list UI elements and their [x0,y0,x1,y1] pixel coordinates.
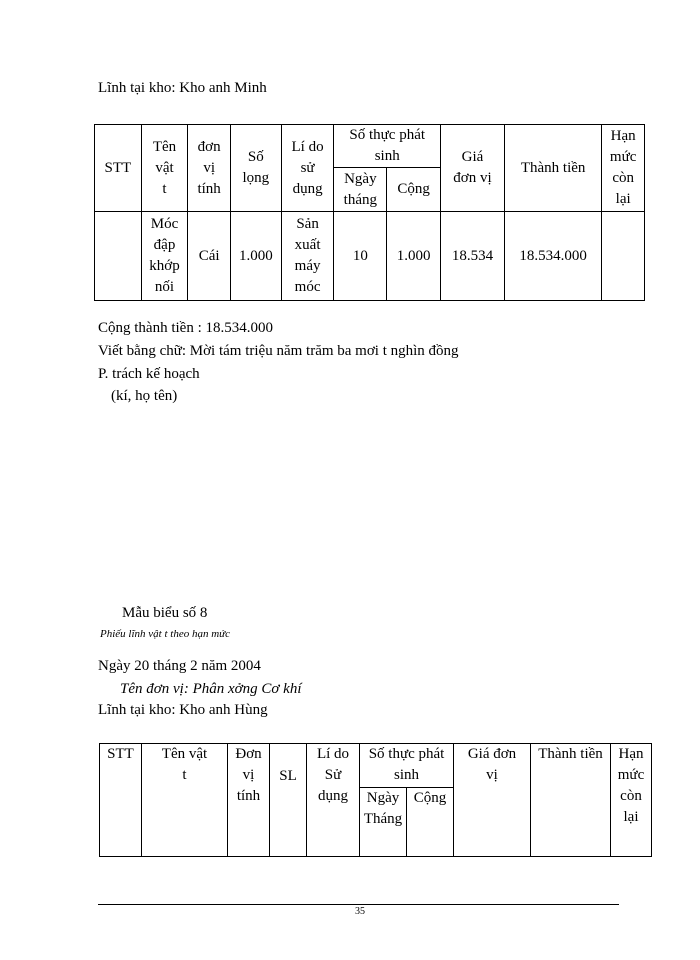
signature-hint: (kí, họ tên) [111,388,178,404]
warehouse-line-2: Lĩnh tại kho: Kho anh Hùng [98,702,268,718]
header-unit: Đơn vị tính [228,744,270,857]
cell-unit-price: 18.534 [441,212,505,301]
header-item-name: Tên vật t [141,125,188,212]
header-stt: STT [100,744,142,857]
cell-remaining-limit [602,212,645,301]
header-actual-occurred: Số thực phát sinh [334,125,441,168]
table-row [95,212,645,301]
header-quantity: Số lọng [230,125,281,212]
material-table-2 [99,743,652,857]
date-line: Ngày 20 tháng 2 năm 2004 [98,658,261,674]
total-amount-line: Cộng thành tiền : 18.534.000 [98,320,273,336]
unit-name-line: Tên đơn vị: Phân xởng Cơ khí [120,681,302,697]
page-number: 35 [355,906,365,917]
header-unit-price: Giá đơn vị [454,744,531,857]
header-unit: đơn vị tính [188,125,231,212]
header-quantity: SL [270,744,307,857]
header-amount: Thành tiền [531,744,611,857]
form-subtitle: Phiếu lĩnh vật t theo hạn mức [100,628,231,640]
header-item-name: Tên vật t [142,744,228,857]
header-reason: Lí do sử dụng [281,125,334,212]
cell-unit: Cái [188,212,231,301]
cell-reason: Sản xuất máy móc [281,212,334,301]
header-remaining-limit: Hạn mức còn lại [611,744,652,857]
warehouse-line-1: Lĩnh tại kho: Kho anh Minh [98,80,267,96]
header-total: Cộng [407,788,454,857]
planning-officer-label: P. trách kế hoạch [98,366,200,382]
cell-date: 10 [334,212,387,301]
material-table-1 [94,124,645,301]
header-stt: STT [95,125,142,212]
cell-stt [95,212,142,301]
amount-in-words-line: Viết bằng chữ: Mời tám triệu năm trăm ba mơi t nghìn đồng [98,343,459,359]
footer-divider [98,904,619,905]
header-unit-price: Giá đơn vị [441,125,505,212]
header-date: Ngày Tháng [360,788,407,857]
header-remaining-limit: Hạn mức còn lại [602,125,645,212]
cell-item-name: Móc đập khớp nối [141,212,188,301]
header-amount: Thành tiền [504,125,601,212]
header-actual-occurred: Số thực phát sinh [360,744,454,788]
header-total: Cộng [387,168,441,212]
cell-quantity: 1.000 [230,212,281,301]
cell-total: 1.000 [387,212,441,301]
form-number: Mẫu biểu số 8 [122,605,208,621]
header-date: Ngày tháng [334,168,387,212]
header-reason: Lí do Sử dụng [307,744,360,857]
cell-amount: 18.534.000 [504,212,601,301]
